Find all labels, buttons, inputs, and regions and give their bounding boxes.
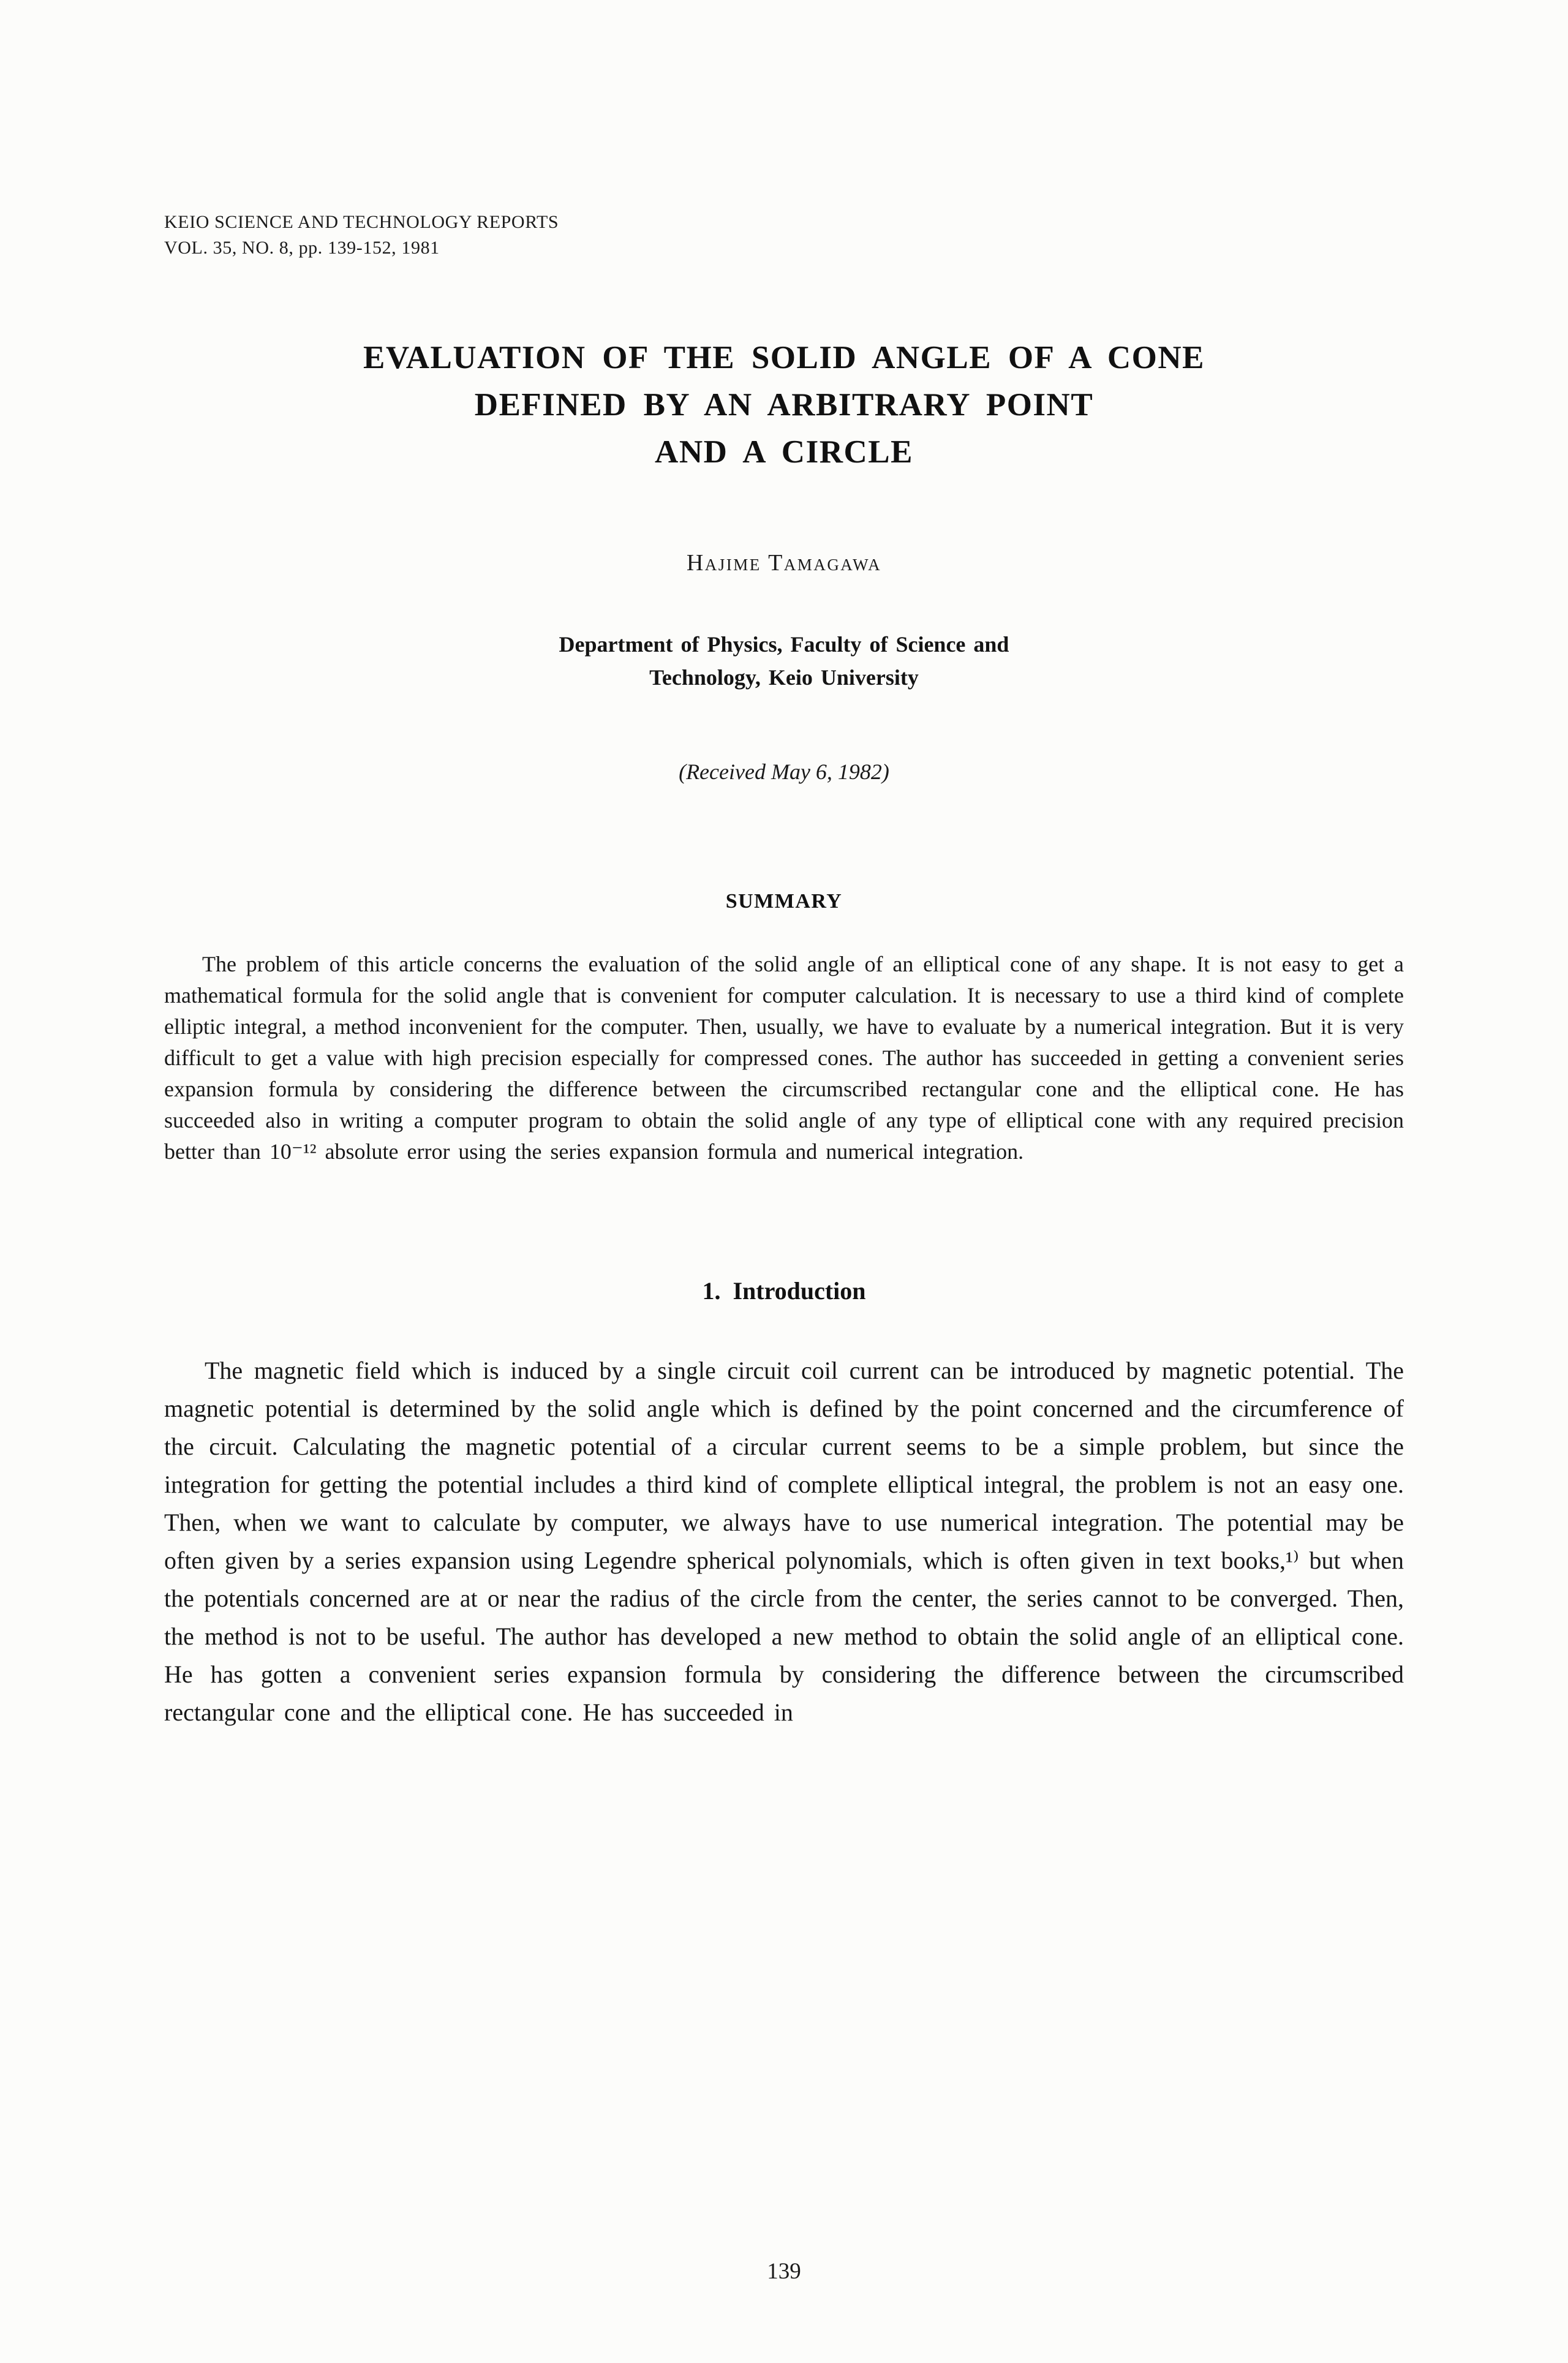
summary-text: The problem of this article concerns the evaluation of the solid angle of an elliptical cone of any shape. It is not easy to get a mathematical formula for the solid angle that is convenient for computer calculation. It is necessary to use a third kind of complete elliptic integral, a method inconvenient for the computer. Then, usually, we have to evaluate by a numerical integration. But it is very difficult to get a value with high precision especially for compressed cones. The author has succeeded in getting a convenient series expansion formula by considering the difference between the circumscribed rectangular cone and the elliptical cone. He has succeeded also in writing a computer program to obtain the solid angle of any type of elliptical cone with any required precision better than 10⁻¹² absolute error using the series expansion formula and numerical integration.: [164, 952, 1404, 1164]
affiliation-line1: Department of Physics, Faculty of Science and: [559, 632, 1009, 657]
introduction-text: The magnetic field which is induced by a single circuit coil current can be introduced by magnetic potential. The magnetic potential is determined by the solid angle which is defined by the point concerned and the circumference of the circuit. Calculating the magnetic potential of a circular current seems to be a simple problem, but since the integration for getting the potential includes a third kind of complete elliptical integral, the problem is not an easy one. Then, when we want to calculate by computer, we always have to use numerical integration. The potential may be often given by a series expansion using Legendre spherical polynomials, which is often given in text books,¹⁾ but when the potentials concerned are at or near the radius of the circle from the center, the series cannot to be converged. Then, the method is not to be useful. The author has developed a new method to obtain the solid angle of an elliptical cone. He has gotten a convenient series expansion formula by considering the difference between the circumscribed rectangular cone and the elliptical cone. He has succeeded in: [164, 1357, 1404, 1726]
paper-title-line2: DEFINED BY AN ARBITRARY POINT: [474, 387, 1094, 423]
paper-title-line3: AND A CIRCLE: [655, 434, 913, 470]
received-date: (Received May 6, 1982): [679, 759, 889, 784]
page-content: [164, 0, 1404, 1732]
paper-title-line1: EVALUATION OF THE SOLID ANGLE OF A CONE: [363, 340, 1205, 375]
page-number: 139: [767, 2259, 801, 2284]
volume-info: VOL. 35, NO. 8, pp. 139-152, 1981: [164, 238, 440, 258]
section-heading-introduction: 1. Introduction: [702, 1277, 866, 1305]
journal-name: KEIO SCIENCE AND TECHNOLOGY REPORTS: [164, 212, 559, 232]
summary-heading: SUMMARY: [725, 890, 843, 913]
author-name: Hajime Tamagawa: [686, 550, 882, 576]
affiliation-line2: Technology, Keio University: [649, 665, 919, 690]
paper-title: [164, 334, 1404, 476]
affiliation: [164, 628, 1404, 694]
journal-header: [164, 0, 1404, 261]
